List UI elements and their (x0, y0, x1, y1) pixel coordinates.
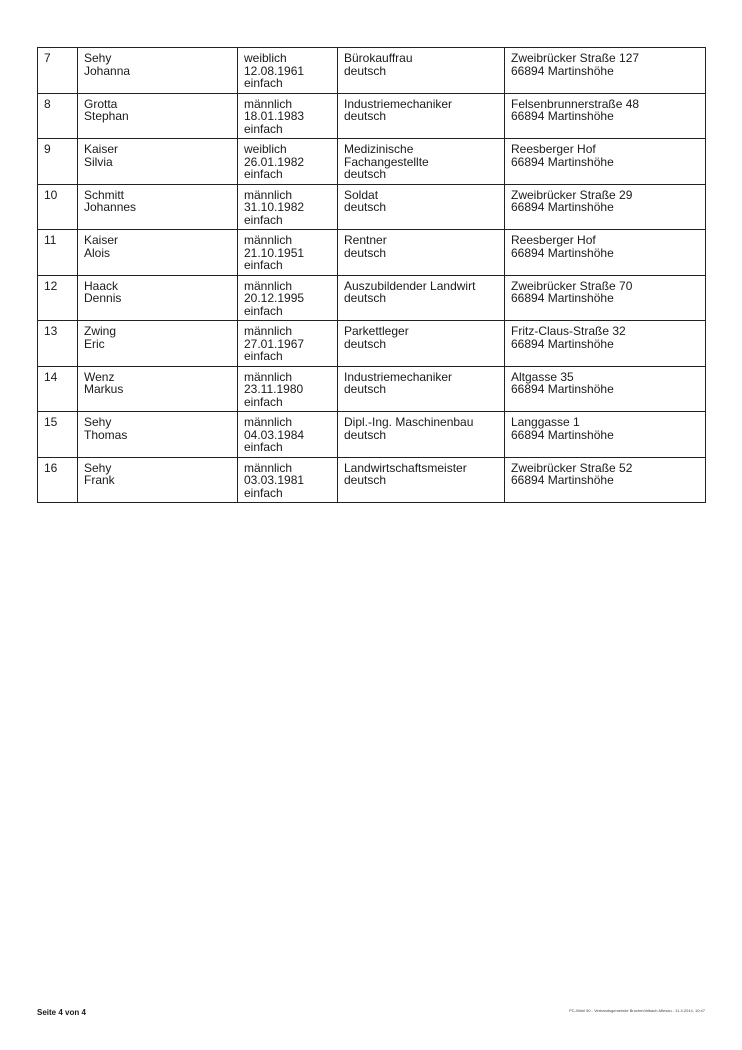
kind: einfach (244, 303, 283, 318)
address-cell (505, 139, 706, 185)
candidate-number: 13 (44, 324, 58, 338)
first-name: Alois (84, 245, 111, 260)
kind: einfach (244, 485, 283, 500)
name-cell (78, 366, 238, 412)
occupation-line: Fachangestellte (344, 154, 429, 169)
street: Felsenbrunnerstraße 48 (511, 96, 640, 111)
occupation-cell (338, 184, 505, 230)
occupation-line: deutsch (344, 167, 387, 181)
city: 66894 Martinshöhe (511, 427, 614, 442)
sex: weiblich (244, 142, 287, 156)
birth-date: 26.01.1982 (244, 154, 305, 169)
candidate-number: 10 (44, 187, 58, 202)
sex: männlich (244, 369, 293, 384)
first-name: Johannes (84, 200, 137, 214)
occupation-line: Soldat (344, 187, 379, 202)
city: 66894 Martinshöhe (511, 200, 614, 214)
first-name: Stephan (84, 109, 129, 123)
surname: Schmitt (84, 187, 125, 202)
occupation-cell (338, 275, 505, 321)
sex: männlich (244, 187, 293, 202)
birth-date: 27.01.1967 (244, 336, 305, 351)
birth-date: 21.10.1951 (244, 245, 305, 260)
number-cell (38, 184, 78, 230)
occupation-line: deutsch (344, 200, 387, 214)
occupation-line: Medizinische (344, 142, 414, 156)
occupation-cell (338, 93, 505, 139)
sex-birth-cell (238, 457, 338, 503)
address-cell (505, 48, 706, 94)
occupation-line: Industriemechaniker (344, 96, 453, 111)
sex-birth-cell (238, 230, 338, 276)
occupation-cell (338, 139, 505, 185)
candidate-number: 9 (44, 142, 51, 156)
occupation-cell (338, 48, 505, 94)
surname: Zwing (84, 324, 117, 338)
number-cell (38, 275, 78, 321)
surname: Wenz (84, 369, 115, 384)
occupation-line: Bürokauffrau (344, 51, 413, 65)
occupation-cell (338, 457, 505, 503)
surname: Sehy (84, 415, 112, 429)
table-row (38, 457, 706, 503)
sex: männlich (244, 278, 293, 293)
city: 66894 Martinshöhe (511, 63, 614, 78)
name-cell (78, 93, 238, 139)
birth-date: 04.03.1984 (244, 427, 305, 442)
sex-birth-cell (238, 48, 338, 94)
name-cell (78, 139, 238, 185)
city: 66894 Martinshöhe (511, 473, 614, 487)
surname: Haack (84, 278, 119, 293)
surname: Kaiser (84, 233, 119, 247)
city: 66894 Martinshöhe (511, 291, 614, 305)
name-cell (78, 275, 238, 321)
table-row (38, 184, 706, 230)
address-cell (505, 93, 706, 139)
address-cell (505, 457, 706, 503)
candidate-number: 15 (44, 415, 58, 429)
name-cell (78, 230, 238, 276)
sex-birth-cell (238, 412, 338, 458)
city: 66894 Martinshöhe (511, 336, 614, 351)
number-cell (38, 321, 78, 367)
street: Zweibrücker Straße 70 (511, 278, 633, 293)
address-cell (505, 321, 706, 367)
street: Reesberger Hof (511, 233, 596, 247)
kind: einfach (244, 212, 283, 227)
name-cell (78, 48, 238, 94)
first-name: Frank (84, 473, 115, 487)
number-cell (38, 457, 78, 503)
number-cell (38, 412, 78, 458)
table-row (38, 230, 706, 276)
name-cell (78, 321, 238, 367)
sex: männlich (244, 96, 293, 111)
kind: einfach (244, 121, 283, 136)
occupation-line: deutsch (344, 382, 387, 396)
surname: Sehy (84, 51, 112, 65)
occupation-line: deutsch (344, 336, 387, 351)
occupation-line: Parkettleger (344, 324, 409, 338)
street: Zweibrücker Straße 29 (511, 187, 633, 202)
candidate-number: 8 (44, 96, 51, 111)
sex: männlich (244, 415, 293, 429)
occupation-cell (338, 366, 505, 412)
sex: männlich (244, 460, 293, 475)
street: Altgasse 35 (511, 369, 574, 384)
page-number: Seite 4 von 4 (37, 1008, 86, 1017)
street: Fritz-Claus-Straße 32 (511, 324, 626, 338)
candidate-number: 12 (44, 278, 58, 293)
occupation-line: Auszubildender Landwirt (344, 278, 476, 293)
occupation-line: deutsch (344, 245, 387, 260)
sex-birth-cell (238, 321, 338, 367)
candidate-number: 7 (44, 51, 51, 65)
sex-birth-cell (238, 184, 338, 230)
city: 66894 Martinshöhe (511, 382, 614, 396)
candidate-number: 11 (44, 233, 57, 247)
surname: Sehy (84, 460, 112, 475)
kind: einfach (244, 394, 283, 409)
name-cell (78, 457, 238, 503)
table-row (38, 139, 706, 185)
occupation-line: deutsch (344, 291, 387, 305)
birth-date: 31.10.1982 (244, 200, 305, 214)
address-cell (505, 184, 706, 230)
number-cell (38, 366, 78, 412)
number-cell (38, 230, 78, 276)
sex-birth-cell (238, 366, 338, 412)
city: 66894 Martinshöhe (511, 109, 614, 123)
name-cell (78, 184, 238, 230)
sex-birth-cell (238, 275, 338, 321)
kind: einfach (244, 440, 283, 454)
table-row (38, 93, 706, 139)
first-name: Dennis (84, 291, 122, 305)
occupation-line: Landwirtschaftsmeister (344, 460, 467, 475)
name-cell (78, 412, 238, 458)
occupation-line: deutsch (344, 473, 387, 487)
sex-birth-cell (238, 93, 338, 139)
number-cell (38, 139, 78, 185)
street: Langgasse 1 (511, 415, 580, 429)
table-row (38, 321, 706, 367)
candidate-number: 14 (44, 369, 58, 384)
city: 66894 Martinshöhe (511, 154, 614, 169)
occupation-line: Dipl.-Ing. Maschinenbau (344, 415, 474, 429)
surname: Grotta (84, 96, 118, 111)
sex-birth-cell (238, 139, 338, 185)
street: Reesberger Hof (511, 142, 596, 156)
street: Zweibrücker Straße 127 (511, 51, 640, 65)
occupation-cell (338, 321, 505, 367)
city: 66894 Martinshöhe (511, 245, 614, 260)
birth-date: 23.11.1980 (244, 382, 304, 396)
table-row (38, 366, 706, 412)
address-cell (505, 366, 706, 412)
candidate-number: 16 (44, 460, 58, 475)
occupation-cell (338, 230, 505, 276)
candidate-table (37, 47, 706, 503)
occupation-line: deutsch (344, 63, 387, 78)
occupation-line: deutsch (344, 427, 387, 442)
birth-date: 18.01.1983 (244, 109, 305, 123)
address-cell (505, 275, 706, 321)
footer-note: PC-Wahl 50 - Verbandsgemeinde Bruchmühlbach-Miesau - 11.4.2014, 10:47 (569, 1008, 705, 1013)
table-row (38, 48, 706, 94)
sex: weiblich (244, 51, 287, 65)
kind: einfach (244, 167, 283, 181)
candidate-table-body (38, 48, 706, 503)
kind: einfach (244, 76, 283, 90)
birth-date: 03.03.1981 (244, 473, 305, 487)
table-row (38, 412, 706, 458)
number-cell (38, 48, 78, 94)
birth-date: 12.08.1961 (244, 63, 305, 78)
address-cell (505, 230, 706, 276)
occupation-line: deutsch (344, 109, 387, 123)
sex: männlich (244, 324, 293, 338)
kind: einfach (244, 349, 283, 363)
sex: männlich (244, 233, 293, 247)
occupation-line: Rentner (344, 233, 387, 247)
number-cell (38, 93, 78, 139)
birth-date: 20.12.1995 (244, 291, 305, 305)
occupation-line: Industriemechaniker (344, 369, 453, 384)
first-name: Eric (84, 336, 105, 351)
address-cell (505, 412, 706, 458)
occupation-cell (338, 412, 505, 458)
first-name: Thomas (84, 427, 128, 442)
first-name: Silvia (84, 154, 113, 169)
first-name: Johanna (84, 63, 131, 78)
kind: einfach (244, 258, 283, 272)
street: Zweibrücker Straße 52 (511, 460, 633, 475)
surname: Kaiser (84, 142, 119, 156)
first-name: Markus (84, 382, 124, 396)
table-row (38, 275, 706, 321)
